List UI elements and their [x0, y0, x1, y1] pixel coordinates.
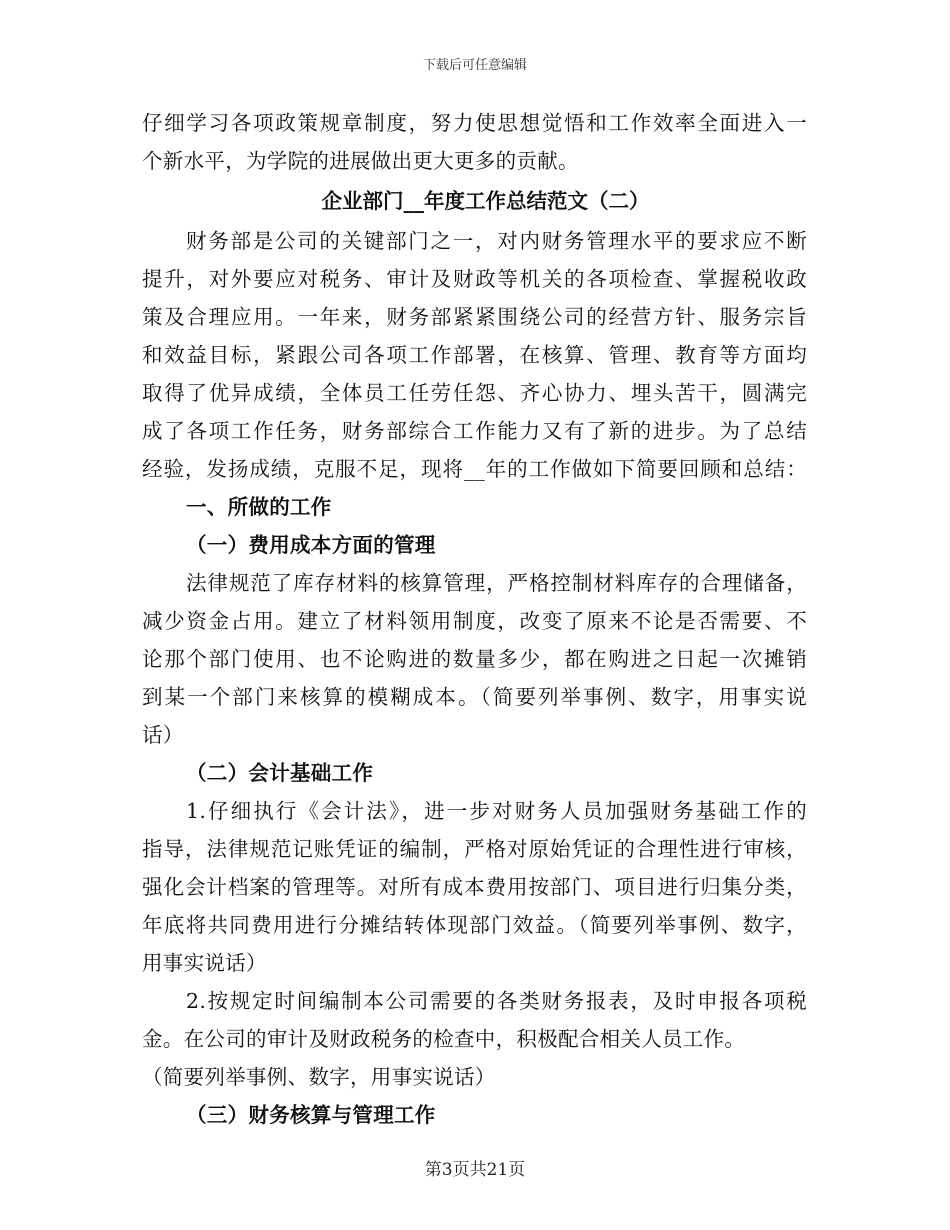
document-body: [142, 104, 807, 1134]
paragraph-line: 金。在公司的审计及财政税务的检查中，积极配合相关人员工作。: [142, 1027, 746, 1051]
paragraph-line: 年底将共同费用进行分摊结转体现部门效益。（简要列举事例、数字，: [142, 913, 807, 937]
page-header-note: 下载后可任意编辑: [422, 58, 527, 73]
paragraph-line: 经验，发扬成绩，克服不足，现将__年的工作做如下简要回顾和总结：: [142, 457, 807, 481]
paragraph-line: 话）: [142, 723, 184, 747]
paragraph-line: 提升，对外要应对税务、审计及财政等机关的各项检查、掌握税收政: [142, 267, 807, 291]
paragraph-line: 仔细学习各项政策规章制度，努力使思想觉悟和工作效率全面进入一: [142, 111, 807, 135]
paragraph-line: 论那个部门使用、也不论购进的数量多少，都在购进之日起一次摊销: [142, 647, 807, 671]
page-footer-number: 第3页共21页: [424, 1160, 526, 1180]
paragraph-line: 法律规范了库存材料的核算管理，严格控制材料库存的合理储备，: [186, 571, 807, 595]
section-heading: 一、所做的工作: [186, 495, 332, 519]
paragraph-line: 到某一个部门来核算的模糊成本。（简要列举事例、数字，用事实说: [142, 685, 807, 709]
paragraph-line: 指导，法律规范记账凭证的编制，严格对原始凭证的合理性进行审核，: [142, 837, 807, 861]
paragraph-line: 和效益目标，紧跟公司各项工作部署，在核算、管理、教育等方面均: [142, 343, 807, 367]
paragraph-line: 成了各项工作任务，财务部综合工作能力又有了新的进步。为了总结: [142, 419, 807, 443]
paragraph-line: 策及合理应用。一年来，财务部紧紧围绕公司的经营方针、服务宗旨: [142, 305, 807, 329]
paragraph-line: 2.按规定时间编制本公司需要的各类财务报表，及时申报各项税: [186, 989, 807, 1013]
paragraph-line: 个新水平，为学院的进展做出更大更多的贡献。: [142, 149, 579, 173]
paragraph-line: 财务部是公司的关键部门之一，对内财务管理水平的要求应不断: [186, 229, 807, 253]
paragraph-line: 用事实说话）: [142, 951, 267, 975]
section-heading: （三）财务核算与管理工作: [186, 1103, 436, 1127]
paragraph-line: 强化会计档案的管理等。对所有成本费用按部门、项目进行归集分类，: [142, 875, 807, 899]
section-title: 企业部门__年度工作总结范文（二）: [321, 189, 650, 213]
paragraph-line: 1.仔细执行《会计法》，进一步对财务人员加强财务基础工作的: [186, 799, 807, 823]
paragraph-line: （简要列举事例、数字，用事实说话）: [142, 1065, 496, 1089]
section-heading: （一）费用成本方面的管理: [186, 533, 436, 557]
paragraph-line: 取得了优异成绩，全体员工任劳任怨、齐心协力、埋头苦干，圆满完: [142, 381, 807, 405]
paragraph-line: 减少资金占用。建立了材料领用制度，改变了原来不论是否需要、不: [142, 609, 807, 633]
section-heading: （二）会计基础工作: [186, 761, 374, 785]
